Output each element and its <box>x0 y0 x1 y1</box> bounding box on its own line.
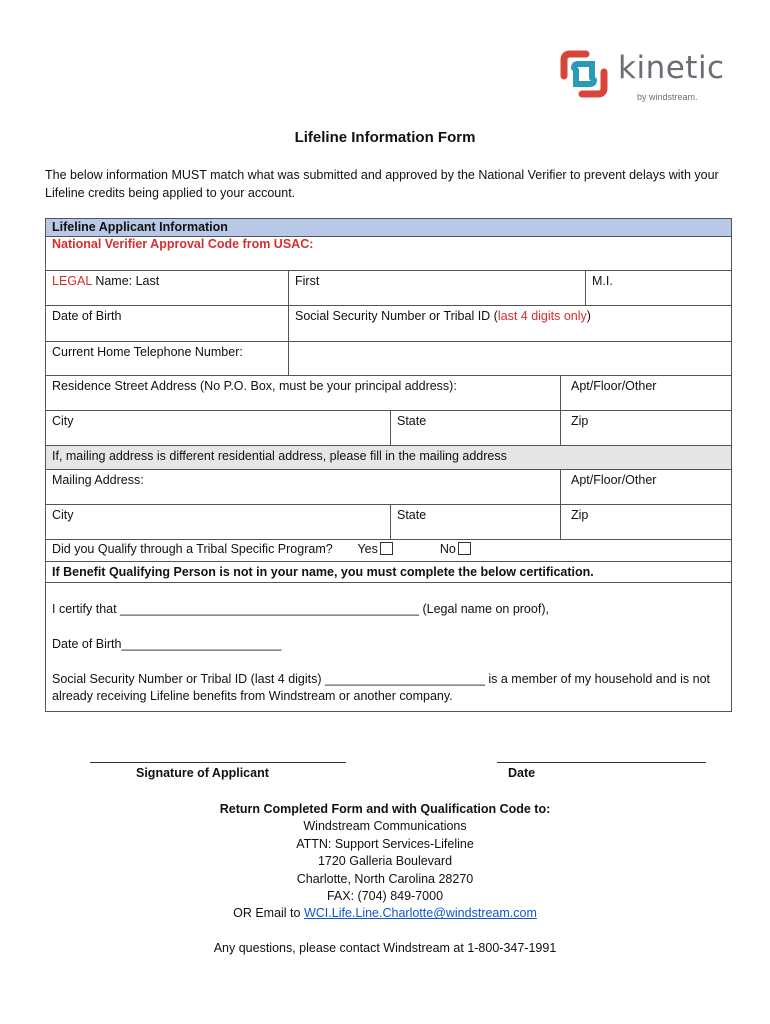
apt-label-1: Apt/Floor/Other <box>571 379 657 393</box>
mailing-note <box>46 446 732 470</box>
first-name-field[interactable] <box>289 271 586 306</box>
apt-field-2[interactable] <box>561 470 732 505</box>
no-checkbox[interactable] <box>458 542 471 555</box>
city-label-1: City <box>52 414 74 428</box>
applicant-info-table <box>45 218 732 712</box>
return-company: Windstream Communications <box>303 819 467 834</box>
ssn-field[interactable] <box>289 306 732 342</box>
apt-field-1[interactable] <box>561 376 732 411</box>
certification-block[interactable] <box>46 583 732 712</box>
tribal-question-row <box>46 540 732 562</box>
zip-label-2: Zip <box>571 508 589 522</box>
no-label: No <box>439 542 456 556</box>
date-line[interactable] <box>497 762 706 763</box>
phone-field[interactable] <box>289 342 732 376</box>
yes-label: Yes <box>357 542 378 556</box>
ssn-label-red: last 4 digits only <box>497 309 587 323</box>
date-label: Date <box>508 766 536 780</box>
email-prefix: OR Email to <box>233 906 304 921</box>
state-label-2: State <box>397 508 427 522</box>
apt-label-2: Apt/Floor/Other <box>571 473 657 487</box>
middle-initial-field[interactable] <box>586 271 732 306</box>
intro-text: The below information MUST match what was submitted and approved by the National Verifier to prevent delays with your Lifeline credits being applied to your account. <box>45 168 719 200</box>
certify-line: I certify that ___________________________________________ (Legal name on proof), <box>52 602 549 616</box>
zip-field-2[interactable] <box>561 505 732 540</box>
last-name-field[interactable] <box>46 271 289 306</box>
mailing-note-text: If, mailing address is different residential address, please fill in the mailing address <box>52 449 507 463</box>
city-field-2[interactable] <box>46 505 391 540</box>
dob-label: Date of Birth <box>52 309 122 323</box>
benefit-note <box>46 562 732 583</box>
form-title: Lifeline Information Form <box>294 129 476 146</box>
last-name-label: Name: Last <box>91 274 160 288</box>
return-fax: FAX: (704) 849-7000 <box>326 889 444 904</box>
city-field-1[interactable] <box>46 411 391 446</box>
kinetic-logo-icon <box>556 46 612 102</box>
approval-code-label: National Verifier Approval Code from USAC: <box>52 237 314 251</box>
email-link[interactable]: WCI.Life.Line.Charlotte@windstream.com <box>303 906 537 921</box>
tribal-question: Did you Qualify through a Tribal Specific Program? <box>52 542 333 556</box>
zip-label-1: Zip <box>571 414 589 428</box>
mailing-address-field[interactable] <box>46 470 561 505</box>
return-heading: Return Completed Form and with Qualification Code to: <box>219 802 551 816</box>
residence-label: Residence Street Address (No P.O. Box, must be your principal address): <box>52 379 457 393</box>
signature-label: Signature of Applicant <box>136 766 269 780</box>
benefit-note-text: If Benefit Qualifying Person is not in your name, you must complete the below certification. <box>52 565 594 579</box>
yes-checkbox[interactable] <box>380 542 393 555</box>
return-instructions <box>0 801 770 957</box>
state-field-2[interactable] <box>391 505 561 540</box>
section-header: Lifeline Applicant Information <box>46 219 732 237</box>
mailing-label: Mailing Address: <box>52 473 144 487</box>
return-city: Charlotte, North Carolina 28270 <box>296 871 474 886</box>
ssn-label-suffix: ) <box>586 309 591 323</box>
mi-label: M.I. <box>592 274 613 288</box>
return-street: 1720 Galleria Boulevard <box>317 854 453 869</box>
signature-line[interactable] <box>90 762 346 763</box>
return-email-line <box>0 905 770 922</box>
phone-label-cell <box>46 342 289 376</box>
cert-dob-line: Date of Birth_______________________ <box>52 637 282 651</box>
dob-field[interactable] <box>46 306 289 342</box>
state-field-1[interactable] <box>391 411 561 446</box>
zip-field-1[interactable] <box>561 411 732 446</box>
return-attn: ATTN: Support Services-Lifeline <box>296 836 474 851</box>
first-name-label: First <box>295 274 320 288</box>
city-label-2: City <box>52 508 74 522</box>
questions-line: Any questions, please contact Windstream at 1-800-347-1991 <box>213 940 557 955</box>
ssn-label-prefix: Social Security Number or Tribal ID ( <box>295 309 498 323</box>
approval-code-field[interactable] <box>46 237 732 271</box>
legal-label: LEGAL <box>52 274 92 288</box>
state-label-1: State <box>397 414 427 428</box>
kinetic-logo <box>556 46 726 106</box>
logo-wordmark: kinetic <box>618 50 725 86</box>
logo-subtext: by windstream. <box>637 92 698 102</box>
residence-address-field[interactable] <box>46 376 561 411</box>
phone-label: Current Home Telephone Number: <box>52 345 243 359</box>
cert-ssn-line: Social Security Number or Tribal ID (last 4 digits) _______________________ is a member of my household and is not already receiving Lifeline benefits from Windstream or another company. <box>52 672 711 703</box>
